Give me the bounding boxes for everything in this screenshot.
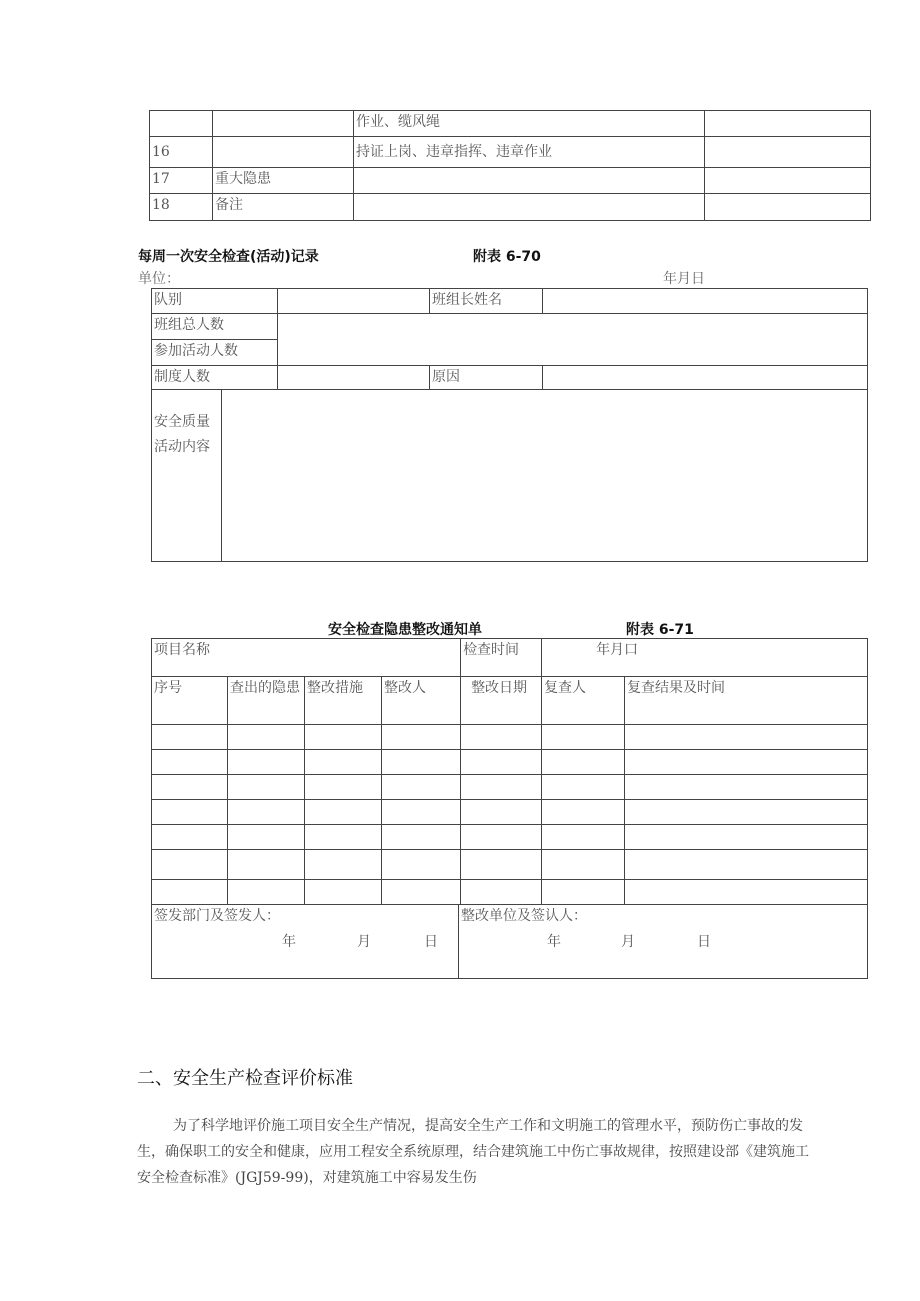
row-item: 重大隐患 [213,168,354,194]
row-extra [705,194,871,221]
form71-table [151,638,868,979]
system-value [278,366,430,390]
table-row [150,168,871,194]
row-content [354,168,705,194]
check-time-label: 检查时间 [461,639,542,677]
row-content: 作业、缆风绳 [354,111,705,137]
row-number: 18 [150,194,213,221]
content-label [152,390,222,562]
leader-value [543,289,868,314]
table-row [152,775,868,800]
header-no: 序号 [152,677,228,725]
issuer-month: 月 [357,934,371,950]
form70-title: 每周一次安全检查(活动)记录 [138,249,319,265]
total-attend-value [278,314,868,366]
row-number: 16 [150,137,213,168]
project-label: 项目名称 [152,639,461,677]
row-content [354,194,705,221]
row-number [150,111,213,137]
form70-date-label: 年月日 [663,271,705,287]
header-date: 整改日期 [461,677,542,725]
table-row [152,390,868,562]
row-extra [705,168,871,194]
form71-title: 安全检查隐患整改通知单 [328,622,482,638]
receiver-year: 年 [547,934,561,950]
leader-label: 班组长姓名 [430,289,543,314]
check-date-value: 年月口 [542,639,868,677]
issuer-cell [152,905,459,979]
table-row [152,750,868,775]
receiver-month: 月 [621,934,635,950]
paragraph-line: 为了科学地评价施工项目安全生产情况，提高安全生产工作和文明施工的管理水平，预防伤亡事故的发 [173,1118,803,1134]
header-reviewer: 复查人 [542,677,625,725]
paragraph-line: 安全检查标准》(JGJ59-99)，对建筑施工中容易发生伤 [137,1170,477,1186]
table-row [152,880,868,905]
content-label-line2: 活动内容 [154,439,210,455]
header-hazard: 查出的隐患 [228,677,305,725]
table-row [150,194,871,221]
table-row [152,639,868,677]
header-measure: 整改措施 [305,677,382,725]
header-person: 整改人 [382,677,461,725]
content-value [222,390,868,562]
table-row [152,905,868,979]
form70-appendix: 附表 6-70 [473,249,541,265]
table-row [152,314,868,340]
reason-value [543,366,868,390]
section-paragraph [137,1113,882,1191]
table-row [152,850,868,880]
row-number: 17 [150,168,213,194]
paragraph-line: 生，确保职工的安全和健康，应用工程安全系统原理，结合建筑施工中伤亡事故规律，按照建设部《建筑施工 [137,1144,809,1160]
table-row [152,800,868,825]
row-extra [705,111,871,137]
team-value [278,289,430,314]
table-row [152,677,868,725]
header-result: 复查结果及时间 [625,677,868,725]
row-content: 持证上岗、违章指挥、违章作业 [354,137,705,168]
team-label: 队别 [152,289,278,314]
table-row [150,111,871,137]
receiver-cell [459,905,868,979]
table-row [150,137,871,168]
form71-appendix: 附表 6-71 [626,622,694,638]
form70-table [151,288,868,562]
top-table [149,110,871,221]
total-label: 班组总人数 [152,314,278,340]
section-heading: 二、安全生产检查评价标准 [137,1068,353,1089]
issuer-label: 签发部门及签发人： [154,908,280,924]
reason-label: 原因 [430,366,543,390]
receiver-label: 整改单位及签认人： [461,908,587,924]
table-row [152,825,868,850]
row-extra [705,137,871,168]
table-row [152,725,868,750]
content-label-line1: 安全质量 [154,414,210,430]
issuer-year: 年 [282,934,296,950]
system-label: 制度人数 [152,366,278,390]
attend-label: 参加活动人数 [152,340,278,366]
table-row [152,366,868,390]
row-item: 备注 [213,194,354,221]
row-item [213,137,354,168]
issuer-day: 日 [424,934,438,950]
form70-unit-label: 单位： [138,271,180,287]
receiver-day: 日 [697,934,711,950]
row-item [213,111,354,137]
table-row [152,289,868,314]
